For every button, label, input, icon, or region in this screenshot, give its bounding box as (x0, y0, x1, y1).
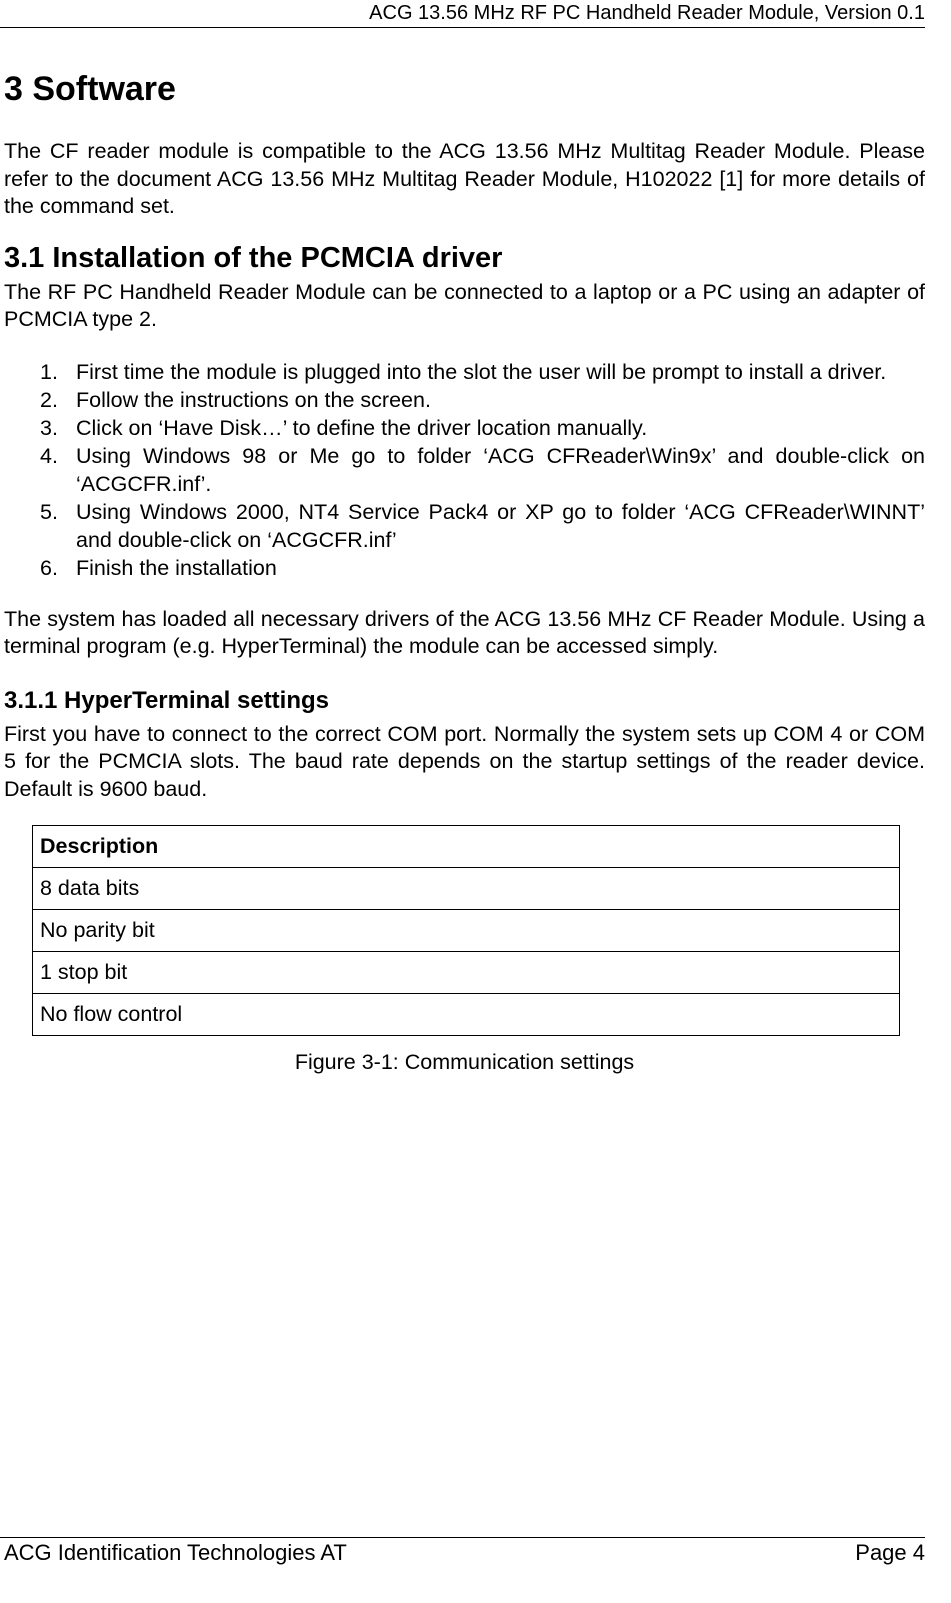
list-item (4, 498, 925, 554)
section-3-1-1-intro: First you have to connect to the correct COM port. Normally the system sets up COM 4 or COM 5 for the PCMCIA slots. The baud rate depends on the startup settings of the reader device. Default is 9600 baud. (4, 721, 925, 801)
list-item-number: 5. (40, 499, 58, 524)
table-cell: 8 data bits (33, 868, 900, 910)
page-footer (0, 1537, 925, 1565)
list-item-text: Click on ‘Have Disk…’ to define the driver location manually. (76, 415, 648, 440)
table-row (33, 910, 900, 952)
list-item-number: 1. (40, 359, 58, 384)
list-item-number: 4. (40, 443, 58, 468)
table-cell: No parity bit (33, 910, 900, 952)
list-item (4, 358, 925, 386)
installation-steps-list (4, 358, 925, 582)
communication-settings-table (32, 825, 900, 1036)
section-3-1-heading: 3.1 Installation of the PCMCIA driver (4, 241, 503, 274)
section-3-1-intro: The RF PC Handheld Reader Module can be connected to a laptop or a PC using an adapter of PCMCIA type 2. (4, 279, 925, 331)
table-cell: 1 stop bit (33, 952, 900, 994)
list-item-number: 3. (40, 415, 58, 440)
footer-page-number: Page 4 (855, 1540, 925, 1565)
table-cell: No flow control (33, 994, 900, 1036)
list-item-text: Using Windows 2000, NT4 Service Pack4 or XP go to folder ‘ACG CFReader\WINNT’ and double-click on ‘ACGCFR.inf’ (76, 499, 925, 552)
page-header (0, 0, 925, 28)
list-item-text: Finish the installation (76, 555, 277, 580)
footer-company: ACG Identification Technologies AT (4, 1540, 347, 1565)
table-row (33, 994, 900, 1036)
table-header-description: Description (33, 826, 900, 868)
section-3-heading: 3 Software (4, 70, 176, 108)
table-row (33, 952, 900, 994)
section-3-1-conclusion: The system has loaded all necessary drivers of the ACG 13.56 MHz CF Reader Module. Using a terminal program (e.g. HyperTerminal) the module can be accessed simply. (4, 606, 925, 658)
list-item-number: 2. (40, 387, 58, 412)
list-item-number: 6. (40, 555, 58, 580)
list-item (4, 554, 925, 582)
list-item (4, 442, 925, 498)
list-item (4, 414, 925, 442)
page-content (4, 66, 925, 1076)
section-3-intro: The CF reader module is compatible to the ACG 13.56 MHz Multitag Reader Module. Please refer to the document ACG 13.56 MHz Multitag Reader Module, H102022 [1] for more details of the command set. (4, 139, 925, 218)
list-item-text: First time the module is plugged into the slot the user will be prompt to install a driver. (76, 359, 887, 384)
list-item-text: Using Windows 98 or Me go to folder ‘ACG CFReader\Win9x’ and double-click on ‘ACGCFR.inf’. (76, 443, 925, 496)
list-item-text: Follow the instructions on the screen. (76, 387, 431, 412)
table-row (33, 868, 900, 910)
figure-caption: Figure 3-1: Communication settings (294, 1050, 635, 1074)
section-3-1-1-heading: 3.1.1 HyperTerminal settings (4, 686, 330, 714)
document-title: ACG 13.56 MHz RF PC Handheld Reader Module, Version 0.1 (369, 2, 925, 24)
list-item (4, 386, 925, 414)
table-header-row (33, 826, 900, 868)
